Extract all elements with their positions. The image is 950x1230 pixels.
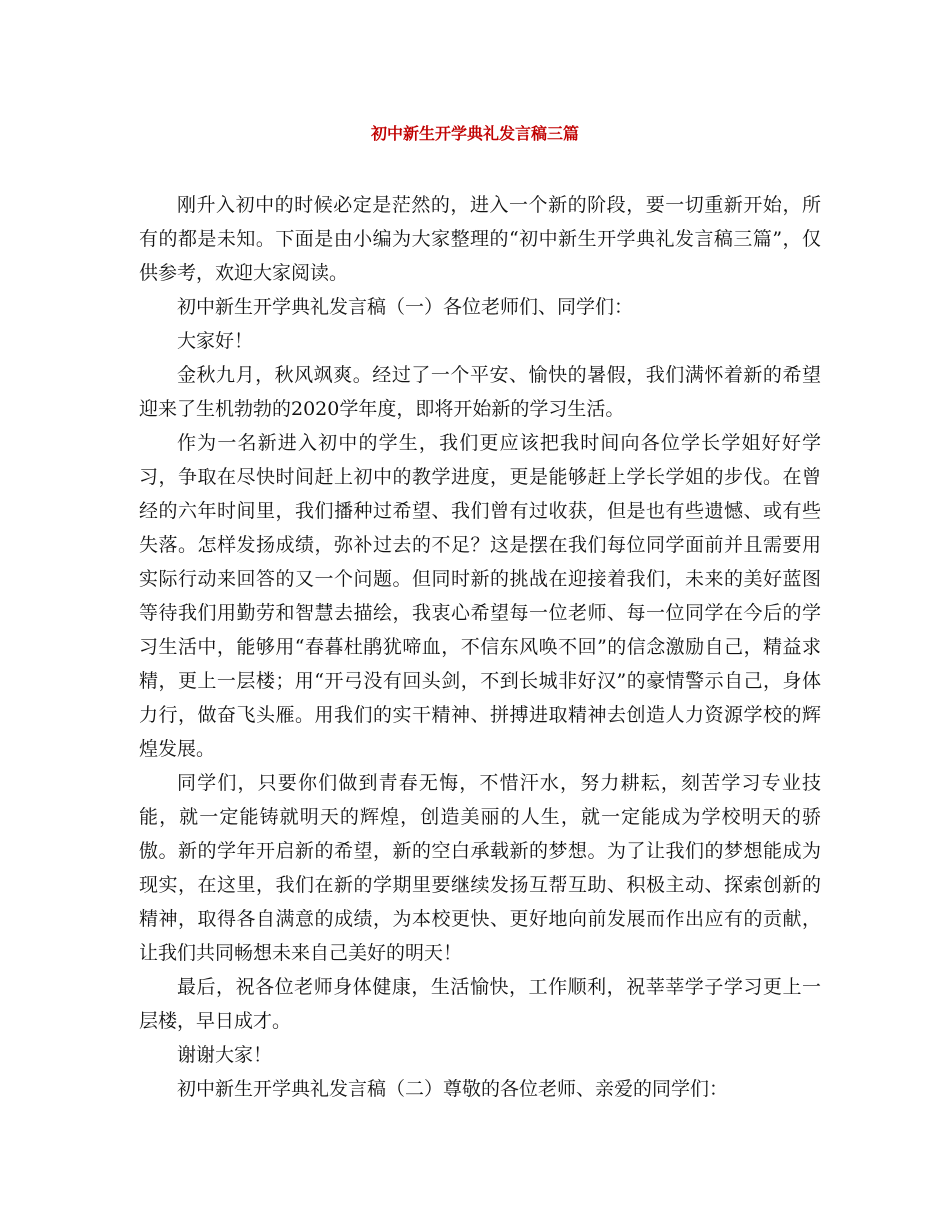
paragraph: 大家好！	[177, 330, 254, 352]
paragraph: 同学们，只要你们做到青春无悔，不惜汗水，努力耕耘，刻苦学习专业技能，就一定能铸就明天的辉煌，创造美丽的人生，就一定能成为学校明天的骄傲。新的学年开启新的希望，新的空白承载新的梦想。为了让我们的梦想能成为现实，在这里，我们在新的学期里要继续发扬互帮互助、积极主动、探索创新的精神，取得各自满意的成绩，为本校更快、更好地向前发展而作出应有的贡献，让我们共同畅想未来自己美好的明天！	[139, 772, 821, 964]
paragraph: 谢谢大家！	[177, 1044, 273, 1066]
paragraph: 刚升入初中的时候必定是茫然的，进入一个新的阶段，要一切重新开始，所有的都是未知。下面是由小编为大家整理的“初中新生开学典礼发言稿三篇”，仅供参考，欢迎大家阅读。	[139, 194, 821, 284]
paragraph: 作为一名新进入初中的学生，我们更应该把我时间向各位学长学姐好好学习，争取在尽快时间赶上初中的教学进度，更是能够赶上学长学姐的步伐。在曾经的六年时间里，我们播种过希望、我们曾有过收获，但是也有些遗憾、或有些失落。怎样发扬成绩，弥补过去的不足？这是摆在我们每位同学面前并且需要用实际行动来回答的又一个问题。但同时新的挑战在迎接着我们，未来的美好蓝图等待我们用勤劳和智慧去描绘，我衷心希望每一位老师、每一位同学在今后的学习生活中，能够用“春暮杜鹃犹啼血，不信东风唤不回”的信念激励自己，精益求精，更上一层楼；用“开弓没有回头剑，不到长城非好汉”的豪情警示自己，身体力行，做奋飞头雁。用我们的实干精神、拼搏进取精神去创造人力资源学校的辉煌发展。	[139, 432, 821, 760]
document-body	[139, 188, 821, 1106]
document-title: 初中新生开学典礼发言稿三篇	[370, 124, 579, 143]
paragraph: 初中新生开学典礼发言稿（二）尊敬的各位老师、亲爱的同学们：	[177, 1078, 729, 1100]
paragraph: 金秋九月，秋风飒爽。经过了一个平安、愉快的暑假，我们满怀着新的希望迎来了生机勃勃的2020学年度，即将开始新的学习生活。	[139, 364, 821, 420]
paragraph: 最后，祝各位老师身体健康，生活愉快，工作顺利，祝莘莘学子学习更上一层楼，早日成才。	[139, 976, 821, 1032]
paragraph: 初中新生开学典礼发言稿（一）各位老师们、同学们：	[177, 296, 634, 318]
